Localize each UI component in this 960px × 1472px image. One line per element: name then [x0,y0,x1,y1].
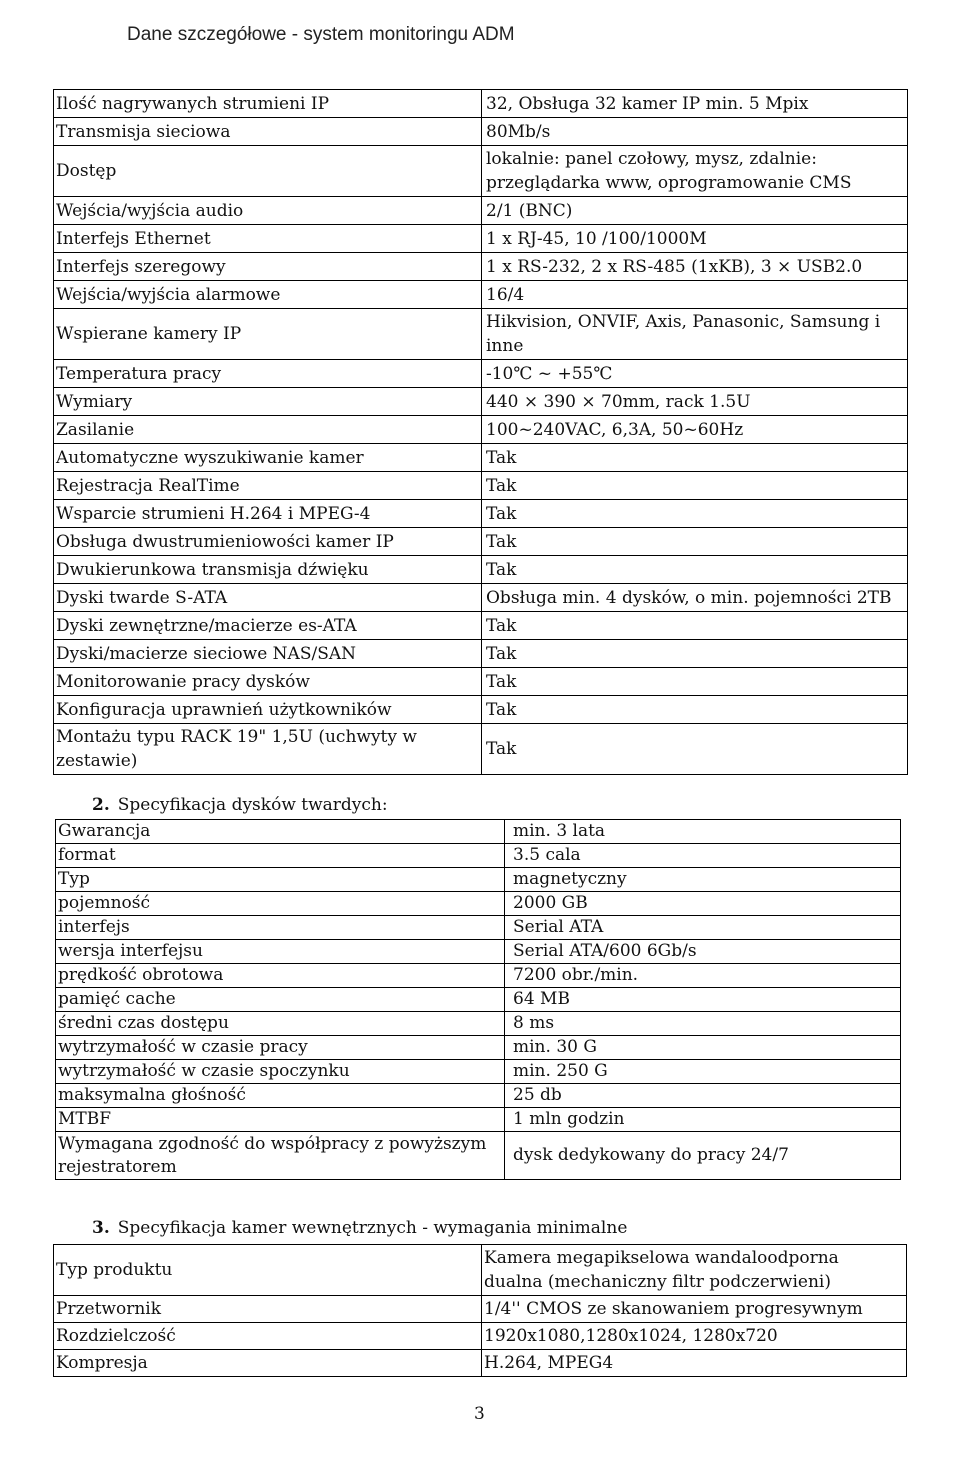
row-label: Dyski zewnętrzne/macierze es-ATA [54,612,482,640]
table-row [54,528,908,556]
row-label: Rozdzielczość [54,1323,482,1350]
row-value: Tak [482,444,908,472]
table-row [56,988,901,1012]
row-label: wersja interfejsu [56,940,505,964]
table-row [56,1036,901,1060]
table-row [56,940,901,964]
row-label: MTBF [56,1108,505,1132]
row-value: H.264, MPEG4 [482,1350,907,1377]
section-title: Specyfikacja dysków twardych: [117,795,388,815]
table-row [54,472,908,500]
table-row [54,1350,907,1377]
row-label: Transmisja sieciowa [54,118,482,146]
table-row [54,1323,907,1350]
row-label: Typ [56,868,505,892]
row-value: 100~240VAC, 6,3A, 50~60Hz [482,416,908,444]
row-label: Dwukierunkowa transmisja dźwięku [54,556,482,584]
row-value: Tak [482,612,908,640]
row-value: 32, Obsługa 32 kamer IP min. 5 Mpix [482,90,908,118]
row-value: Tak [482,500,908,528]
table-row [54,668,908,696]
table-row [54,1296,907,1323]
table-row [54,640,908,668]
table-row [54,724,908,775]
row-value: 1 mln godzin [505,1108,901,1132]
row-label: prędkość obrotowa [56,964,505,988]
table-row [54,612,908,640]
row-value: -10℃ ~ +55℃ [482,360,908,388]
row-label: Ilość nagrywanych strumieni IP [54,90,482,118]
camera-spec-table [53,1244,907,1377]
row-label: Automatyczne wyszukiwanie kamer [54,444,482,472]
row-value: Tak [482,472,908,500]
row-label: Wymiary [54,388,482,416]
table-row [56,964,901,988]
row-value: 2000 GB [505,892,901,916]
section-heading [92,795,388,815]
row-value: Hikvision, ONVIF, Axis, Panasonic, Samsung i inne [482,309,908,360]
table-row [54,197,908,225]
row-label: Zasilanie [54,416,482,444]
table-row [54,90,908,118]
row-value: dysk dedykowany do pracy 24/7 [505,1132,901,1180]
row-label: wytrzymałość w czasie pracy [56,1036,505,1060]
table-row [54,388,908,416]
row-value: Tak [482,724,908,775]
row-label: pamięć cache [56,988,505,1012]
row-value: 1 x RS-232, 2 x RS-485 (1xKB), 3 × USB2.0 [482,253,908,281]
recorder-spec-table [53,89,908,775]
row-label: Montażu typu RACK 19" 1,5U (uchwyty w zestawie) [54,724,482,775]
row-value: Kamera megapikselowa wandaloodporna dualna (mechaniczny filtr podczerwieni) [482,1245,907,1296]
row-label: Interfejs Ethernet [54,225,482,253]
row-label: Obsługa dwustrumieniowości kamer IP [54,528,482,556]
row-label: pojemność [56,892,505,916]
row-label: Dostęp [54,146,482,197]
row-value: Tak [482,668,908,696]
row-value: Tak [482,640,908,668]
row-value: 7200 obr./min. [505,964,901,988]
row-label: Konfiguracja uprawnień użytkowników [54,696,482,724]
section-number: 3. [92,1218,110,1238]
row-label: Wspierane kamery IP [54,309,482,360]
row-label: Rejestracja RealTime [54,472,482,500]
row-label: Przetwornik [54,1296,482,1323]
table-row [54,253,908,281]
section-title: Specyfikacja kamer wewnętrznych - wymagania minimalne [117,1218,628,1238]
row-label: Dyski twarde S-ATA [54,584,482,612]
row-label: Dyski/macierze sieciowe NAS/SAN [54,640,482,668]
page-number: 3 [474,1404,485,1424]
table-row [56,1012,901,1036]
row-label: interfejs [56,916,505,940]
row-label: Monitorowanie pracy dysków [54,668,482,696]
row-value: 1 x RJ-45, 10 /100/1000M [482,225,908,253]
row-label: maksymalna głośność [56,1084,505,1108]
table-row [54,500,908,528]
table-row [54,309,908,360]
row-label: Temperatura pracy [54,360,482,388]
table-row [54,360,908,388]
row-value: Tak [482,528,908,556]
row-value: 3.5 cala [505,844,901,868]
table-row [56,844,901,868]
table-row [54,556,908,584]
table-row [56,1060,901,1084]
table-row [54,146,908,197]
table-row [56,1084,901,1108]
row-value: lokalnie: panel czołowy, mysz, zdalnie: przeglądarka www, oprogramowanie CMS [482,146,908,197]
row-value: min. 30 G [505,1036,901,1060]
table-row [56,916,901,940]
row-value: Tak [482,696,908,724]
table-row [54,225,908,253]
row-label: format [56,844,505,868]
row-label: wytrzymałość w czasie spoczynku [56,1060,505,1084]
table-row [54,1245,907,1296]
table-row [56,892,901,916]
table-row [54,696,908,724]
row-value: 1920x1080,1280x1024, 1280x720 [482,1323,907,1350]
row-value: 1/4'' CMOS ze skanowaniem progresywnym [482,1296,907,1323]
row-label: Wejścia/wyjścia alarmowe [54,281,482,309]
row-value: 440 × 390 × 70mm, rack 1.5U [482,388,908,416]
row-value: Obsługa min. 4 dysków, o min. pojemności 2TB [482,584,908,612]
section-heading [92,1218,627,1238]
row-value: Tak [482,556,908,584]
table-row [56,868,901,892]
table-row [54,118,908,146]
row-label: Wejścia/wyjścia audio [54,197,482,225]
row-label: Gwarancja [56,820,505,844]
row-label: Interfejs szeregowy [54,253,482,281]
row-value: 25 db [505,1084,901,1108]
row-label: Wymagana zgodność do współpracy z powyższym rejestratorem [56,1132,505,1180]
row-value: magnetyczny [505,868,901,892]
row-value: 80Mb/s [482,118,908,146]
row-value: 64 MB [505,988,901,1012]
table-row [56,1132,901,1180]
section-number: 2. [92,795,110,815]
row-label: Typ produktu [54,1245,482,1296]
row-value: Serial ATA [505,916,901,940]
row-label: Wsparcie strumieni H.264 i MPEG-4 [54,500,482,528]
row-label: średni czas dostępu [56,1012,505,1036]
disk-spec-table [55,819,901,1180]
row-value: Serial ATA/600 6Gb/s [505,940,901,964]
row-value: 8 ms [505,1012,901,1036]
table-row [54,281,908,309]
row-value: 16/4 [482,281,908,309]
table-row [54,444,908,472]
row-value: min. 3 lata [505,820,901,844]
table-row [54,584,908,612]
row-label: Kompresja [54,1350,482,1377]
table-row [56,820,901,844]
row-value: 2/1 (BNC) [482,197,908,225]
row-value: min. 250 G [505,1060,901,1084]
table-row [54,416,908,444]
document-header: Dane szczegółowe - system monitoringu ADM [127,24,515,45]
table-row [56,1108,901,1132]
